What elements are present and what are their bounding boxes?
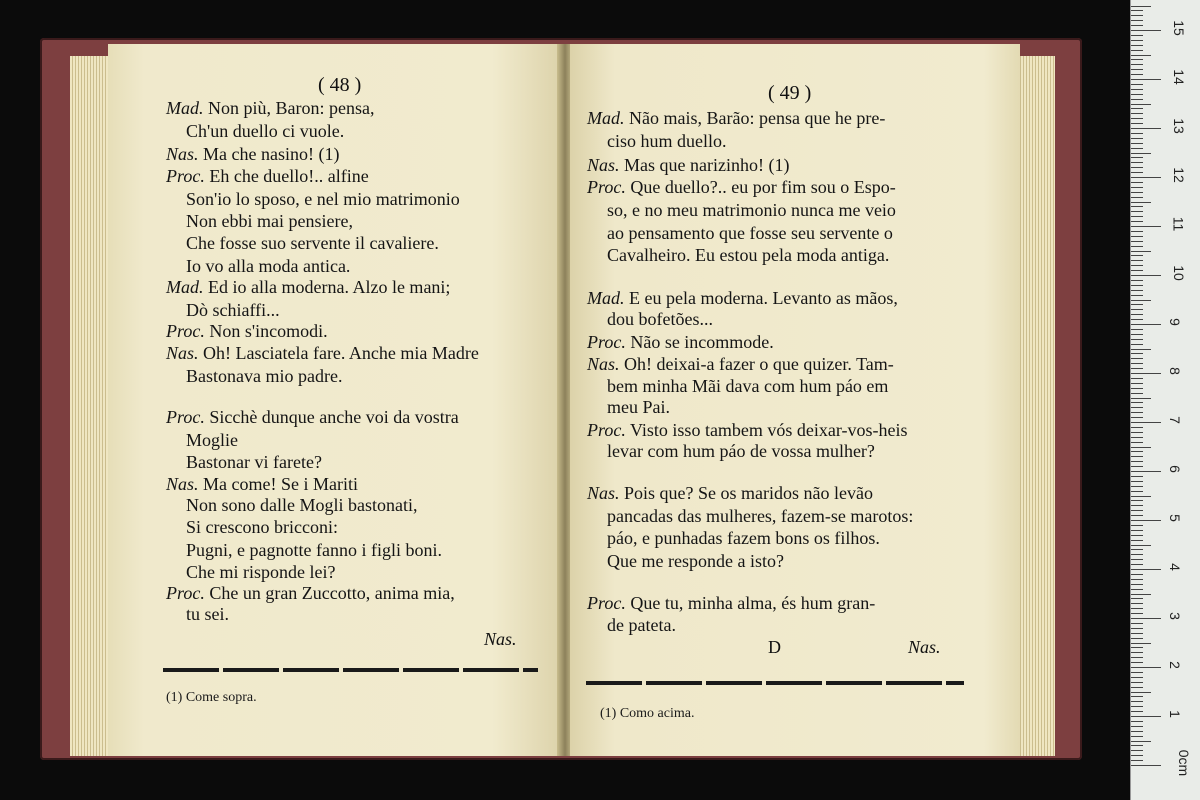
ruler-tick [1131,20,1143,21]
left-page-edges [70,56,110,756]
dialogue-line [587,331,774,353]
ruler-tick [1131,579,1143,580]
line-text: ao pensamento que fosse seu servente o [607,223,893,243]
ruler-tick [1131,731,1143,732]
ruler-tick [1131,466,1143,467]
line-text: Che mi risponde lei? [186,562,336,582]
ruler-tick [1131,505,1143,506]
ruler-tick [1131,692,1151,693]
ruler-tick [1131,314,1143,315]
ruler-tick [1131,383,1143,384]
ruler-tick [1131,535,1143,536]
line-text: Visto isso tambem vós deixar-vos-heis [625,420,908,440]
footnote-left: (1) Come sopra. [166,690,257,705]
ruler-tick [1131,643,1151,644]
ruler-tick [1131,349,1151,350]
ruler-tick [1131,309,1143,310]
ruler-tick [1131,59,1143,60]
ruler-tick [1131,559,1143,560]
line-text: Cavalheiro. Eu estou pela moda antiga. [607,245,890,265]
speaker-name: Nas. [166,343,199,363]
line-text: Che un gran Zuccotto, anima mia, [204,583,455,603]
ruler-tick [1131,701,1143,702]
ruler-tick [1131,760,1143,761]
ruler-tick [1131,765,1161,766]
ruler-tick [1131,216,1143,217]
ruler-tick [1131,442,1143,443]
ruler-tick [1131,422,1161,423]
line-text: Pois que? Se os maridos não levão [619,483,873,503]
ruler-tick [1131,716,1161,717]
ruler-tick [1131,564,1143,565]
ruler-tick [1131,89,1143,90]
ruler-tick [1131,638,1143,639]
ruler-tick [1131,456,1143,457]
speaker-name: Mad. [587,108,625,128]
ruler-tick [1131,432,1143,433]
ruler-tick [1131,153,1151,154]
dialogue-continuation [186,603,229,625]
line-text: Que tu, minha alma, és hum gran- [625,593,876,613]
ruler-tick [1131,486,1143,487]
ruler-tick [1131,496,1151,497]
ruler-tick [1131,623,1143,624]
speaker-name: Mad. [166,98,204,118]
ruler-tick [1131,6,1151,7]
ruler-tick [1131,55,1151,56]
ruler-label: 9 [1166,318,1183,326]
line-text: Non ebbi mai pensiere, [186,211,353,231]
ruler-tick [1131,510,1143,511]
dialogue-continuation [607,199,896,221]
ruler-tick [1131,280,1143,281]
dialogue-line [166,165,369,187]
ruler-tick [1131,554,1143,555]
line-text: Não mais, Barão: pensa que he pre- [624,108,886,128]
ruler-tick [1131,172,1143,173]
ruler-tick [1131,402,1143,403]
ruler-label: 0cm [1176,749,1193,777]
ruler-tick [1131,79,1161,80]
line-text: Bastonar vi farete? [186,452,322,472]
catchword-left: Nas. [484,629,517,649]
ruler-label: 14 [1170,69,1187,85]
ruler-tick [1131,750,1143,751]
ruler-tick [1131,15,1143,16]
ruler-tick [1131,167,1143,168]
dialogue-continuation [607,396,670,418]
left-page [108,44,560,756]
dialogue-continuation [607,308,713,330]
dialogue-line [166,97,374,119]
ruler-tick [1131,745,1143,746]
ruler-tick [1131,589,1143,590]
ruler-tick [1131,104,1151,105]
ruler-tick [1131,412,1143,413]
ruler-tick [1131,202,1151,203]
dialogue-continuation [186,451,322,473]
line-text: Não se incommode. [625,332,774,352]
ruler-tick [1131,358,1143,359]
line-text: Bastonava mio padre. [186,366,343,386]
dialogue-line [166,276,450,298]
ruler-tick [1131,187,1143,188]
line-text: Moglie [186,430,238,450]
ruler-tick [1131,177,1161,178]
ruler-label: 10 [1170,265,1187,281]
dialogue-line [166,143,339,165]
line-text: Ma come! Se i Mariti [198,474,358,494]
ruler-tick [1131,157,1143,158]
ruler-tick [1131,275,1161,276]
ruler-tick [1131,35,1143,36]
dialogue-line [166,342,479,364]
line-text: dou bofetões... [607,309,713,329]
line-text: Eh che duello!.. alfine [204,166,369,186]
dialogue-line [166,320,328,342]
ruler-tick [1131,476,1143,477]
line-text: bem minha Mãi dava com hum páo em [607,376,889,396]
speaker-name: Proc. [166,166,205,186]
ruler-tick [1131,672,1143,673]
ruler-tick [1131,353,1143,354]
ruler-tick [1131,45,1143,46]
ruler-tick [1131,50,1143,51]
ruler-tick [1131,236,1143,237]
ruler-tick [1131,84,1143,85]
ruler-tick [1131,118,1143,119]
dialogue-line [587,592,875,614]
ruler-tick [1131,226,1161,227]
line-text: Ch'un duello ci vuole. [186,121,345,141]
ruler-tick [1131,319,1143,320]
ruler-tick [1131,265,1143,266]
speaker-name: Nas. [166,144,199,164]
ruler-tick [1131,344,1143,345]
line-text: ciso hum duello. [607,131,727,151]
ruler-tick [1131,211,1143,212]
ruler-tick [1131,451,1143,452]
dialogue-continuation [186,539,442,561]
ruler-tick [1131,334,1143,335]
ruler-tick [1131,755,1143,756]
speaker-name: Nas. [587,354,620,374]
dialogue-continuation [186,210,353,232]
ruler-tick [1131,569,1161,570]
ruler-tick [1131,461,1143,462]
dialogue-line [166,582,455,604]
ruler-tick [1131,398,1151,399]
ruler-label: 3 [1166,612,1183,620]
ruler-tick [1131,368,1143,369]
dialogue-continuation [607,222,893,244]
ruler-tick [1131,108,1143,109]
line-text: tu sei. [186,604,229,624]
ruler-label: 12 [1170,167,1187,183]
ruler-tick [1131,128,1161,129]
ruler-tick [1131,407,1143,408]
dialogue-line [587,154,789,176]
ruler-tick [1131,447,1151,448]
dialogue-line [587,287,898,309]
ruler-tick [1131,647,1143,648]
speaker-name: Proc. [166,321,205,341]
ruler-label: 7 [1166,416,1183,424]
ruler-tick [1131,30,1161,31]
line-text: so, e no meu matrimonio nunca me veio [607,200,896,220]
ruler-label: 8 [1166,367,1183,375]
speaker-name: Nas. [587,483,620,503]
speaker-name: Nas. [166,474,199,494]
ruler-label: 11 [1170,216,1187,232]
ruler-tick [1131,633,1143,634]
dialogue-continuation [607,505,913,527]
line-text: Son'io lo sposo, e nel mio matrimonio [186,189,460,209]
ruler-tick [1131,515,1143,516]
dialogue-continuation [607,550,784,572]
ruler-tick [1131,696,1143,697]
line-text: Io vo alla moda antica. [186,256,351,276]
ruler-tick [1131,138,1143,139]
ruler-tick [1131,74,1143,75]
ruler-tick [1131,148,1143,149]
line-text: Non s'incomodi. [204,321,328,341]
speaker-name: Proc. [166,407,205,427]
speaker-name: Mad. [587,288,625,308]
ruler-tick [1131,363,1143,364]
line-text: levar com hum páo de vossa mulher? [607,441,875,461]
ruler-tick [1131,270,1143,271]
ruler-tick [1131,549,1143,550]
speaker-name: Proc. [587,177,626,197]
dialogue-continuation [186,365,342,387]
ruler-tick [1131,339,1143,340]
ruler-tick [1131,525,1143,526]
ruler-tick [1131,246,1143,247]
ruler-tick [1131,231,1143,232]
ruler-tick [1131,255,1143,256]
footnote-right: (1) Como acima. [600,706,695,721]
ruler-tick [1131,133,1143,134]
dialogue-line [587,482,873,504]
ruler-tick [1131,123,1143,124]
speaker-name: Proc. [587,593,626,613]
line-text: Sicchè dunque anche voi da vostra [204,407,459,427]
ruler-tick [1131,388,1143,389]
ruler-tick [1131,594,1151,595]
ruler-tick [1131,290,1143,291]
line-text: de pateta. [607,615,676,635]
ruler-tick [1131,241,1143,242]
ruler-tick [1131,682,1143,683]
dialogue-line [587,419,908,441]
dialogue-continuation [186,561,335,583]
ruler-label: 4 [1166,563,1183,571]
ruler-tick [1131,182,1143,183]
dialogue-line [166,406,459,428]
ruler-tick [1131,373,1161,374]
ruler-tick [1131,393,1143,394]
speaker-name: Nas. [587,155,620,175]
dialogue-continuation [607,527,880,549]
ruler-tick [1131,726,1143,727]
dialogue-continuation [186,232,439,254]
ruler-tick [1131,285,1143,286]
ruler-tick [1131,603,1143,604]
ruler-label: 2 [1166,661,1183,669]
line-text: Oh! deixai-a fazer o que quizer. Tam- [619,354,894,374]
ruler-label: 1 [1166,710,1183,718]
speaker-name: Proc. [587,420,626,440]
dialogue-continuation [186,255,350,277]
ruler-tick [1131,417,1143,418]
dialogue-continuation [607,130,727,152]
ruler-tick [1131,94,1143,95]
ruler-tick [1131,481,1143,482]
ruler-tick [1131,613,1143,614]
footnote-rule-left [163,668,538,672]
line-text: Ma che nasino! (1) [198,144,340,164]
ruler-tick [1131,197,1143,198]
dialogue-continuation [186,429,238,451]
ruler-tick [1131,40,1143,41]
ruler-tick [1131,618,1161,619]
dialogue-line [587,353,894,375]
ruler-tick [1131,628,1143,629]
line-text: Ed io alla moderna. Alzo le mani; [203,277,451,297]
line-text: meu Pai. [607,397,670,417]
ruler-label: 6 [1166,465,1183,473]
speaker-name: Mad. [166,277,204,297]
dialogue-continuation [186,299,280,321]
dialogue-continuation [186,494,417,516]
dialogue-continuation [186,188,460,210]
dialogue-continuation [607,440,875,462]
dialogue-line [587,107,885,129]
ruler-tick [1131,25,1143,26]
speaker-name: Proc. [587,332,626,352]
line-text: Que me responde a isto? [607,551,784,571]
ruler-tick [1131,64,1143,65]
ruler-tick [1131,598,1143,599]
ruler-tick [1131,608,1143,609]
ruler-tick [1131,471,1161,472]
ruler-tick [1131,295,1143,296]
ruler-label: 15 [1170,20,1187,36]
line-text: E eu pela moderna. Levanto as mãos, [624,288,898,308]
ruler-tick [1131,687,1143,688]
page-number-right: ( 49 ) [768,82,812,104]
line-text: Che fosse suo servente il cavaliere. [186,233,439,253]
ruler-tick [1131,378,1143,379]
line-text: pancadas das mulheres, fazem-se marotos: [607,506,914,526]
ruler-tick [1131,300,1151,301]
ruler-tick [1131,143,1143,144]
catchword-right: Nas. [908,637,941,657]
ruler-tick [1131,206,1143,207]
ruler-tick [1131,113,1143,114]
ruler-tick [1131,437,1143,438]
ruler-tick [1131,711,1143,712]
line-text: Non sono dalle Mogli bastonati, [186,495,418,515]
line-text: Que duello?.. eu por fim sou o Espo- [625,177,896,197]
ruler-tick [1131,491,1143,492]
ruler-tick [1131,706,1143,707]
ruler-tick [1131,667,1161,668]
line-text: Si crescono bricconi: [186,517,338,537]
dialogue-continuation [607,614,676,636]
signature-mark: D [768,637,781,657]
dialogue-line [587,176,896,198]
ruler-tick [1131,10,1143,11]
ruler-tick [1131,427,1143,428]
ruler-tick [1131,500,1143,501]
line-text: Non più, Baron: pensa, [203,98,375,118]
ruler-tick [1131,221,1143,222]
line-text: Oh! Lasciatela fare. Anche mia Madre [198,343,479,363]
ruler-label: 5 [1166,514,1183,522]
ruler-tick [1131,329,1143,330]
ruler-tick [1131,540,1143,541]
line-text: Dò schiaffi... [186,300,280,320]
dialogue-line [166,473,358,495]
ruler-tick [1131,741,1151,742]
dialogue-continuation [186,120,344,142]
ruler-tick [1131,530,1143,531]
ruler-tick [1131,192,1143,193]
ruler-tick [1131,99,1143,100]
line-text: Pugni, e pagnotte fanno i figli boni. [186,540,442,560]
line-text: páo, e punhadas fazem bons os filhos. [607,528,880,548]
page-number-left: ( 48 ) [318,74,362,96]
footnote-rule-right [586,681,964,685]
dialogue-continuation [607,375,888,397]
speaker-name: Proc. [166,583,205,603]
line-text: Mas que narizinho! (1) [619,155,790,175]
measurement-ruler [1130,0,1200,800]
ruler-tick [1131,260,1143,261]
ruler-tick [1131,736,1143,737]
ruler-tick [1131,721,1143,722]
ruler-tick [1131,677,1143,678]
ruler-label: 13 [1170,118,1187,134]
ruler-tick [1131,520,1161,521]
ruler-tick [1131,69,1143,70]
ruler-tick [1131,162,1143,163]
ruler-tick [1131,574,1143,575]
ruler-tick [1131,304,1143,305]
ruler-tick [1131,662,1143,663]
right-page-edges [1015,56,1055,756]
ruler-tick [1131,657,1143,658]
ruler-tick [1131,324,1161,325]
ruler-tick [1131,652,1143,653]
ruler-tick [1131,545,1151,546]
ruler-tick [1131,584,1143,585]
right-page [570,44,1020,756]
dialogue-continuation [186,516,338,538]
dialogue-continuation [607,244,889,266]
ruler-tick [1131,251,1151,252]
